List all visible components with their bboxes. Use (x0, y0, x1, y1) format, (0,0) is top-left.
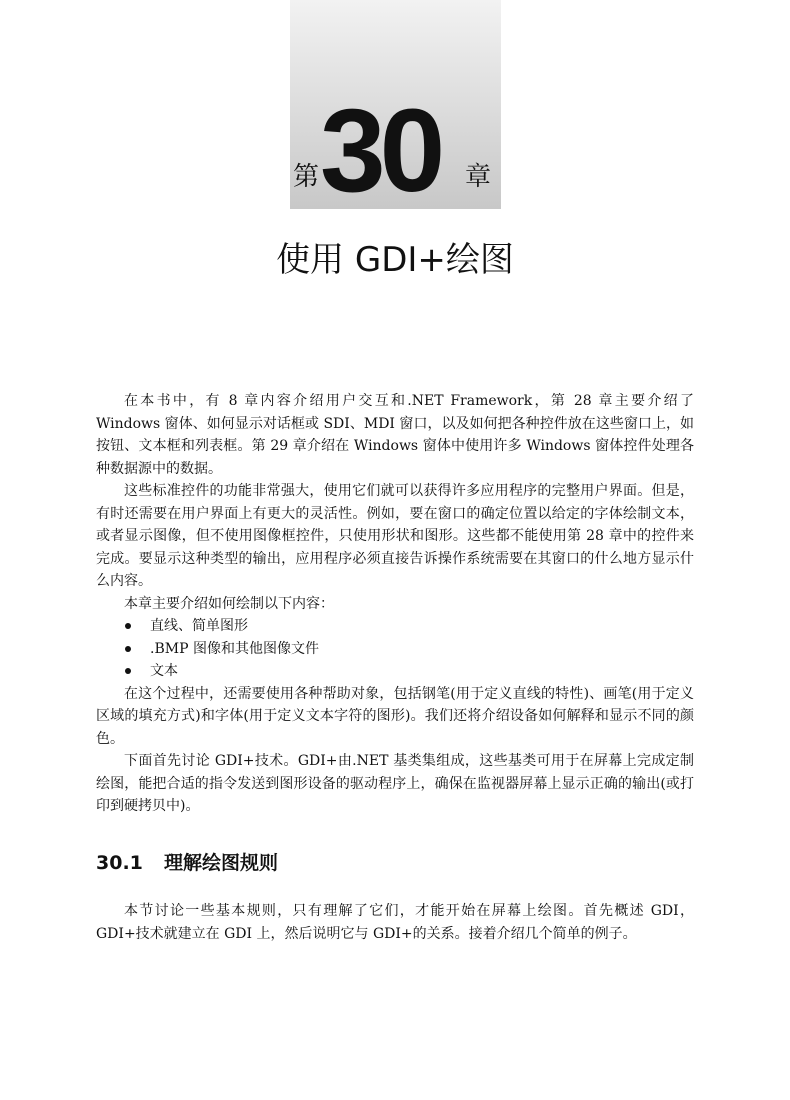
bullet-icon (125, 623, 131, 629)
chapter-number: 30 (320, 85, 440, 217)
section-number: 30.1 (96, 852, 143, 874)
section-title: 理解绘图规则 (164, 852, 279, 874)
bullet-icon (125, 646, 131, 652)
drawing-list (96, 615, 694, 683)
chapter-banner (290, 0, 501, 217)
list-item-text: .BMP 图像和其他图像文件 (150, 640, 319, 657)
chapter-prefix: 第 (293, 162, 320, 192)
section-body (96, 900, 694, 945)
bullet-icon (125, 668, 131, 674)
after-paragraph-1: 在这个过程中，还需要使用各种帮助对象，包括钢笔(用于定义直线的特性)、画笔(用于定义区域的填充方式)和字体(用于定义文本字符的图形)。我们还将介绍设备如何解释和显示不同的颜色。 (96, 685, 694, 747)
list-item-text: 文本 (150, 663, 178, 679)
intro-paragraph-2: 这些标准控件的功能非常强大，使用它们就可以获得许多应用程序的完整用户界面。但是，有时还需要在用户界面上有更大的灵活性。例如，要在窗口的确定位置以给定的字体绘制文本，或者显示图像，但不使用图像框控件，只使用形状和图形。这些都不能使用第 28 章中的控件来完成。要显示这种类型的输出，应用程序必须直接告诉操作系统需要在其窗口的什么地方显示什么内容。 (96, 483, 694, 589)
after-paragraph-2: 下面首先讨论 GDI+技术。GDI+由.NET 基类集组成，这些基类可用于在屏幕上完成定制绘图，能把合适的指令发送到图形设备的驱动程序上，确保在监视器屏幕上显示正确的输出(或打印到硬拷贝中)。 (96, 753, 694, 814)
section-paragraph: 本节讨论一些基本规则，只有理解了它们，才能开始在屏幕上绘图。首先概述 GDI，GDI+技术就建立在 GDI 上，然后说明它与 GDI+的关系。接着介绍几个简单的例子。 (96, 903, 694, 942)
list-item-text: 直线、简单图形 (150, 618, 248, 634)
intro-body (96, 390, 694, 818)
chapter-title: 使用 GDI+绘图 (276, 240, 514, 280)
list-item (96, 660, 694, 683)
list-item (96, 638, 694, 661)
list-item (96, 615, 694, 638)
intro-paragraph-3: 本章主要介绍如何绘制以下内容： (124, 595, 334, 612)
intro-paragraph-1: 在本书中，有 8 章内容介绍用户交互和.NET Framework，第 28 章主要介绍了 Windows 窗体、如何显示对话框或 SDI、MDI 窗口，以及如何把各种控件放在这些窗口上，如按钮、文本框和列表框。第 29 章介绍在 Windows 窗体中使用许多 Windows 窗体控件处理各种数据源中的数据。 (96, 393, 694, 477)
section-heading (96, 848, 278, 875)
chapter-suffix: 章 (465, 162, 492, 192)
